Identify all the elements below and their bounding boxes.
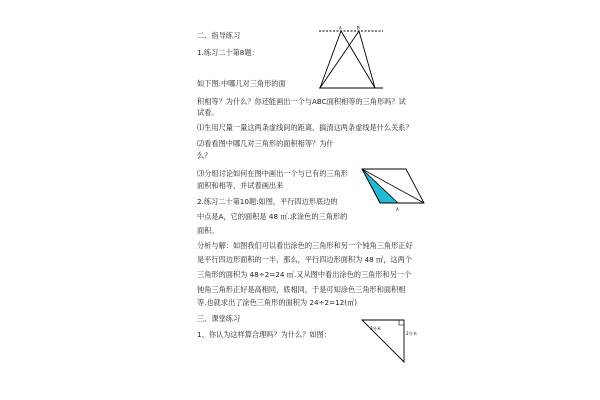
section-3-heading: 三、课堂练习 bbox=[197, 314, 241, 323]
exercise-1-question-3-cont: 面积和相等，并试着画出来 bbox=[197, 181, 284, 190]
analysis-line-4: 钝角三角形正好是高相同，底相同，于是可知涂色三角形和面积相 bbox=[197, 285, 406, 294]
analysis-line-1: 分析与解：如图我们可以看出涂色的三角形和另一个钝角三角形正好 bbox=[197, 241, 413, 250]
exercise-2-title: 2.练习二十第10题:如图，平行四边形底边的 bbox=[197, 197, 338, 206]
exercise-1-question-1: ⑴生用尺量一量这两条虚线间的距离，搞清这两条虚线是什么关系？ bbox=[197, 123, 413, 132]
exercise-1-question-2: ⑵看看图中哪几对三角形的面积相等？为什 bbox=[197, 139, 334, 148]
exercise-3-text: 1、你认为这样算合理吗？为什么？如图： bbox=[197, 330, 331, 339]
triangle-label-side: 2分米 bbox=[406, 331, 418, 336]
triangle-label-top: 3分米 bbox=[370, 326, 382, 331]
right-triangle-figure bbox=[356, 314, 422, 366]
exercise-1-paragraph-line-1: 如下图:中哪几对三角形的面 bbox=[197, 79, 286, 88]
exercise-2-line-3: 面积。 bbox=[197, 226, 219, 235]
figure-1-label-a: A bbox=[339, 25, 342, 31]
exercise-2-line-2: 中点是A，它的面积是 48 ㎡.求涂色的三角形的 bbox=[197, 212, 348, 221]
exercise-1-title: 1.练习二十第8题： bbox=[197, 48, 259, 57]
exercise-1-paragraph-line-3: 试看。 bbox=[197, 108, 219, 117]
parallel-lines-triangles-figure bbox=[315, 25, 385, 93]
figure-1-label-b: B bbox=[357, 25, 360, 31]
figure-2-label-a: A bbox=[396, 207, 399, 212]
parallelogram-figure bbox=[358, 165, 426, 217]
analysis-line-5: 等.也就求出了涂色三角形的面积为 24÷2=12(㎡) bbox=[197, 298, 358, 307]
analysis-line-2: 是平行四边形面积的一半，那么，平行四边形面积为 48 ㎡，这两个 bbox=[197, 255, 412, 264]
section-2-heading: 二、指导练习 bbox=[197, 31, 241, 40]
exercise-1-paragraph-line-2: 积相等？为什么？你还能画出一个与ABC面积相等的三角形吗？试 bbox=[197, 97, 406, 106]
exercise-1-question-3: ⑶分组讨论如何在图中画出一个与已有的三角形 bbox=[197, 169, 348, 178]
analysis-line-3: 三角形的面积为 48÷2=24 ㎡.又从图中看出涂色的三角形和另一个 bbox=[197, 270, 412, 279]
exercise-1-question-2-cont: 么？ bbox=[197, 151, 212, 160]
